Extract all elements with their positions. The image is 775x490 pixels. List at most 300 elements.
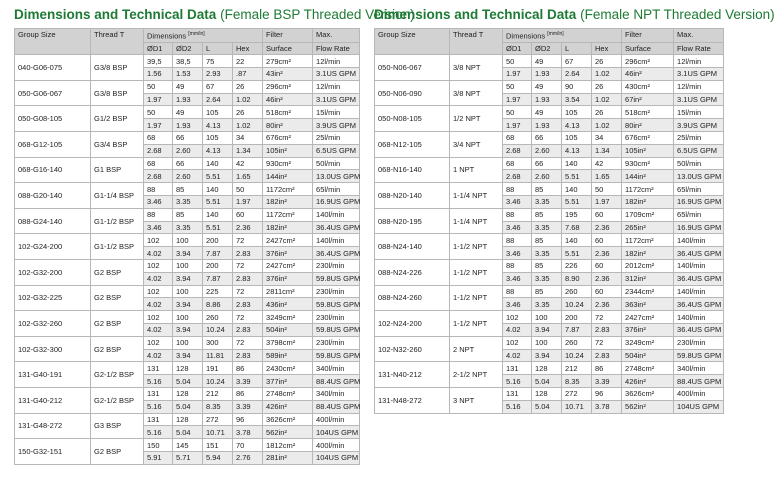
imperial-value-cell: 2.68 bbox=[144, 144, 173, 157]
metric-value-cell: 50l/min bbox=[674, 157, 724, 170]
imperial-value-cell: 88.4US GPM bbox=[313, 400, 360, 413]
metric-value-cell: 131 bbox=[503, 362, 532, 375]
metric-value-cell: 140l/min bbox=[313, 208, 360, 221]
imperial-value-cell: 1.56 bbox=[144, 68, 173, 81]
npt-header-thread: Thread T bbox=[450, 29, 503, 55]
bsp-header-dimensions bbox=[144, 29, 263, 43]
imperial-value-cell: 3.1US GPM bbox=[674, 93, 724, 106]
table-row bbox=[375, 183, 724, 196]
metric-value-cell: 39,5 bbox=[144, 55, 173, 68]
imperial-value-cell: 3.9US GPM bbox=[674, 119, 724, 132]
imperial-value-cell: 5.16 bbox=[503, 400, 532, 413]
imperial-value-cell: 67in² bbox=[622, 93, 674, 106]
imperial-value-cell: 5.71 bbox=[173, 452, 203, 465]
metric-value-cell: 128 bbox=[173, 388, 203, 401]
npt-table-body bbox=[375, 55, 724, 413]
imperial-value-cell: 16.9US GPM bbox=[674, 221, 724, 234]
imperial-value-cell: 2.83 bbox=[592, 349, 622, 362]
metric-value-cell: 518cm² bbox=[622, 106, 674, 119]
metric-value-cell: 400l/min bbox=[674, 388, 724, 401]
imperial-value-cell: 1.02 bbox=[233, 93, 263, 106]
imperial-value-cell: 88.4US GPM bbox=[674, 375, 724, 388]
metric-value-cell: 85 bbox=[173, 208, 203, 221]
metric-value-cell: 2012cm² bbox=[622, 260, 674, 273]
table-row bbox=[375, 362, 724, 375]
metric-value-cell: 15l/min bbox=[674, 106, 724, 119]
imperial-value-cell: 5.51 bbox=[562, 196, 592, 209]
metric-value-cell: 128 bbox=[173, 362, 203, 375]
imperial-value-cell: 3.78 bbox=[233, 426, 263, 439]
metric-value-cell: 49 bbox=[532, 106, 562, 119]
metric-value-cell: 102 bbox=[144, 285, 173, 298]
metric-value-cell: 100 bbox=[173, 285, 203, 298]
imperial-value-cell: 5.16 bbox=[144, 375, 173, 388]
npt-header-dimensions bbox=[503, 29, 622, 43]
table-row bbox=[15, 336, 360, 349]
imperial-value-cell: 36.4US GPM bbox=[313, 221, 360, 234]
imperial-value-cell: 589in² bbox=[263, 349, 313, 362]
thread-cell: G2-1/2 BSP bbox=[91, 388, 144, 414]
metric-value-cell: 260 bbox=[562, 336, 592, 349]
metric-value-cell: 67 bbox=[203, 80, 233, 93]
metric-value-cell: 3798cm² bbox=[263, 336, 313, 349]
table-row bbox=[15, 157, 360, 170]
thread-cell: 3/8 NPT bbox=[450, 55, 503, 81]
metric-value-cell: 85 bbox=[532, 285, 562, 298]
imperial-value-cell: 16.9US GPM bbox=[674, 196, 724, 209]
table-row bbox=[15, 234, 360, 247]
metric-value-cell: 150 bbox=[144, 439, 173, 452]
metric-value-cell: 128 bbox=[173, 413, 203, 426]
imperial-value-cell: 1.93 bbox=[173, 119, 203, 132]
metric-value-cell: 2344cm² bbox=[622, 285, 674, 298]
imperial-value-cell: 426in² bbox=[263, 400, 313, 413]
metric-value-cell: 25l/min bbox=[674, 132, 724, 145]
imperial-value-cell: 2.93 bbox=[203, 68, 233, 81]
group-size-cell: 050-N06-067 bbox=[375, 55, 450, 81]
metric-value-cell: 50 bbox=[503, 80, 532, 93]
metric-value-cell: 102 bbox=[144, 234, 173, 247]
imperial-value-cell: 1.97 bbox=[592, 196, 622, 209]
metric-value-cell: 50l/min bbox=[313, 157, 360, 170]
metric-value-cell: 50 bbox=[144, 80, 173, 93]
metric-value-cell: 72 bbox=[233, 336, 263, 349]
imperial-value-cell: 4.13 bbox=[562, 119, 592, 132]
thread-cell: G1/2 BSP bbox=[91, 106, 144, 132]
imperial-value-cell: 11.81 bbox=[203, 349, 233, 362]
imperial-value-cell: 2.36 bbox=[592, 272, 622, 285]
imperial-value-cell: 376in² bbox=[263, 247, 313, 260]
metric-value-cell: 3249cm² bbox=[622, 336, 674, 349]
metric-value-cell: 49 bbox=[173, 106, 203, 119]
imperial-value-cell: 1.34 bbox=[233, 144, 263, 157]
imperial-value-cell: 2.83 bbox=[233, 298, 263, 311]
metric-value-cell: 67 bbox=[562, 55, 592, 68]
group-size-cell: 088-N20-140 bbox=[375, 183, 450, 209]
metric-value-cell: 85 bbox=[532, 234, 562, 247]
imperial-value-cell: 8.35 bbox=[562, 375, 592, 388]
metric-value-cell: 85 bbox=[532, 208, 562, 221]
metric-value-cell: 131 bbox=[144, 413, 173, 426]
metric-value-cell: 66 bbox=[532, 132, 562, 145]
imperial-value-cell: 3.35 bbox=[532, 298, 562, 311]
metric-value-cell: 2748cm² bbox=[622, 362, 674, 375]
imperial-value-cell: 1.02 bbox=[592, 68, 622, 81]
imperial-value-cell: 1.93 bbox=[173, 93, 203, 106]
imperial-value-cell: 5.16 bbox=[503, 375, 532, 388]
metric-value-cell: 105 bbox=[562, 132, 592, 145]
metric-value-cell: 26 bbox=[592, 80, 622, 93]
imperial-value-cell: 436in² bbox=[263, 298, 313, 311]
metric-value-cell: 140 bbox=[203, 157, 233, 170]
npt-header-hex: Hex bbox=[592, 42, 622, 55]
imperial-value-cell: 5.16 bbox=[144, 400, 173, 413]
thread-cell: G2-1/2 BSP bbox=[91, 362, 144, 388]
npt-panel bbox=[374, 6, 775, 414]
npt-header-group-size: Group Size bbox=[375, 29, 450, 55]
metric-value-cell: 1172cm² bbox=[263, 208, 313, 221]
imperial-value-cell: 562in² bbox=[622, 400, 674, 413]
imperial-value-cell: 46in² bbox=[622, 68, 674, 81]
imperial-value-cell: 377in² bbox=[263, 375, 313, 388]
metric-value-cell: 272 bbox=[203, 413, 233, 426]
group-size-cell: 088-N24-140 bbox=[375, 234, 450, 260]
group-size-cell: 088-N20-195 bbox=[375, 208, 450, 234]
imperial-value-cell: 5.04 bbox=[173, 375, 203, 388]
thread-cell: G1-1/2 BSP bbox=[91, 234, 144, 260]
bsp-header-od2: ØD2 bbox=[173, 42, 203, 55]
imperial-value-cell: 182in² bbox=[622, 196, 674, 209]
metric-value-cell: 25l/min bbox=[313, 132, 360, 145]
imperial-value-cell: 1.97 bbox=[233, 196, 263, 209]
imperial-value-cell: 10.71 bbox=[562, 400, 592, 413]
group-size-cell: 088-N24-260 bbox=[375, 285, 450, 311]
metric-value-cell: 2430cm² bbox=[263, 362, 313, 375]
metric-value-cell: 230l/min bbox=[313, 260, 360, 273]
thread-cell: 3 NPT bbox=[450, 388, 503, 414]
imperial-value-cell: 376in² bbox=[622, 324, 674, 337]
table-row bbox=[15, 285, 360, 298]
metric-value-cell: 60 bbox=[592, 260, 622, 273]
imperial-value-cell: 104US GPM bbox=[313, 426, 360, 439]
imperial-value-cell: 426in² bbox=[622, 375, 674, 388]
metric-value-cell: 66 bbox=[532, 157, 562, 170]
group-size-cell: 088-G24-140 bbox=[15, 208, 91, 234]
table-row bbox=[375, 208, 724, 221]
npt-title-bold: Dimensions and Technical Data bbox=[374, 7, 577, 22]
metric-value-cell: 1172cm² bbox=[622, 183, 674, 196]
imperial-value-cell: 4.02 bbox=[503, 349, 532, 362]
thread-cell: 2 NPT bbox=[450, 336, 503, 362]
imperial-value-cell: 3.39 bbox=[233, 375, 263, 388]
metric-value-cell: 2811cm² bbox=[263, 285, 313, 298]
imperial-value-cell: 1.93 bbox=[532, 68, 562, 81]
npt-header-flow-rate: Flow Rate bbox=[674, 42, 724, 55]
imperial-value-cell: 1.97 bbox=[503, 119, 532, 132]
imperial-value-cell: 3.46 bbox=[503, 196, 532, 209]
imperial-value-cell: 182in² bbox=[263, 221, 313, 234]
npt-header-l: L bbox=[562, 42, 592, 55]
metric-value-cell: 131 bbox=[503, 388, 532, 401]
metric-value-cell: 212 bbox=[562, 362, 592, 375]
metric-value-cell: 12l/min bbox=[313, 55, 360, 68]
imperial-value-cell: 36.4US GPM bbox=[674, 298, 724, 311]
group-size-cell: 050-G06-067 bbox=[15, 80, 91, 106]
metric-value-cell: 86 bbox=[233, 388, 263, 401]
metric-value-cell: 86 bbox=[592, 362, 622, 375]
imperial-value-cell: 3.39 bbox=[233, 400, 263, 413]
metric-value-cell: 26 bbox=[233, 106, 263, 119]
bsp-header-max: Max. bbox=[313, 29, 360, 43]
imperial-value-cell: 5.51 bbox=[562, 247, 592, 260]
bsp-header-group-size: Group Size bbox=[15, 29, 91, 55]
group-size-cell: 131-N40-212 bbox=[375, 362, 450, 388]
table-row bbox=[15, 80, 360, 93]
metric-value-cell: 260 bbox=[562, 285, 592, 298]
imperial-value-cell: 1.97 bbox=[503, 68, 532, 81]
imperial-value-cell: 8.90 bbox=[562, 272, 592, 285]
imperial-value-cell: 4.02 bbox=[144, 349, 173, 362]
imperial-value-cell: 10.24 bbox=[562, 349, 592, 362]
table-row bbox=[375, 106, 724, 119]
imperial-value-cell: 1.02 bbox=[592, 93, 622, 106]
group-size-cell: 131-G40-191 bbox=[15, 362, 91, 388]
group-size-cell: 050-N06-090 bbox=[375, 80, 450, 106]
metric-value-cell: 60 bbox=[233, 208, 263, 221]
thread-cell: 1-1/4 NPT bbox=[450, 208, 503, 234]
metric-value-cell: 85 bbox=[173, 183, 203, 196]
imperial-value-cell: 2.36 bbox=[592, 298, 622, 311]
imperial-value-cell: 1.93 bbox=[532, 93, 562, 106]
group-size-cell: 150-G32-151 bbox=[15, 439, 91, 465]
metric-value-cell: 26 bbox=[592, 55, 622, 68]
group-size-cell: 068-G12-105 bbox=[15, 132, 91, 158]
table-row bbox=[375, 285, 724, 298]
imperial-value-cell: 2.68 bbox=[503, 170, 532, 183]
metric-value-cell: 930cm² bbox=[622, 157, 674, 170]
imperial-value-cell: 46in² bbox=[263, 93, 313, 106]
npt-header-max: Max. bbox=[674, 29, 724, 43]
metric-value-cell: 131 bbox=[144, 388, 173, 401]
table-row bbox=[375, 80, 724, 93]
group-size-cell: 088-N24-226 bbox=[375, 260, 450, 286]
metric-value-cell: 68 bbox=[144, 132, 173, 145]
thread-cell: 1-1/2 NPT bbox=[450, 234, 503, 260]
imperial-value-cell: 3.94 bbox=[532, 349, 562, 362]
imperial-value-cell: 2.64 bbox=[562, 68, 592, 81]
metric-value-cell: 676cm² bbox=[263, 132, 313, 145]
imperial-value-cell: 5.51 bbox=[562, 170, 592, 183]
metric-value-cell: 72 bbox=[233, 260, 263, 273]
imperial-value-cell: 8.35 bbox=[203, 400, 233, 413]
metric-value-cell: 96 bbox=[592, 388, 622, 401]
metric-value-cell: 42 bbox=[233, 157, 263, 170]
metric-value-cell: 85 bbox=[532, 260, 562, 273]
npt-header-od2: ØD2 bbox=[532, 42, 562, 55]
imperial-value-cell: 144in² bbox=[263, 170, 313, 183]
metric-value-cell: 72 bbox=[233, 311, 263, 324]
metric-value-cell: 279cm² bbox=[263, 55, 313, 68]
metric-value-cell: 296cm² bbox=[622, 55, 674, 68]
imperial-value-cell: 59.8US GPM bbox=[313, 324, 360, 337]
thread-cell: G3/8 BSP bbox=[91, 80, 144, 106]
metric-value-cell: 100 bbox=[532, 311, 562, 324]
imperial-value-cell: 4.02 bbox=[144, 247, 173, 260]
imperial-value-cell: 1.97 bbox=[503, 93, 532, 106]
imperial-value-cell: 1.02 bbox=[233, 119, 263, 132]
imperial-value-cell: 3.35 bbox=[532, 221, 562, 234]
metric-value-cell: 26 bbox=[233, 80, 263, 93]
bsp-header-od1: ØD1 bbox=[144, 42, 173, 55]
imperial-value-cell: 7.87 bbox=[203, 272, 233, 285]
metric-value-cell: 105 bbox=[203, 132, 233, 145]
metric-value-cell: 85 bbox=[532, 183, 562, 196]
bsp-header-hex: Hex bbox=[233, 42, 263, 55]
group-size-cell: 068-G16-140 bbox=[15, 157, 91, 183]
metric-value-cell: 60 bbox=[592, 285, 622, 298]
metric-value-cell: 88 bbox=[503, 208, 532, 221]
imperial-value-cell: 59.8US GPM bbox=[313, 349, 360, 362]
metric-value-cell: 50 bbox=[233, 183, 263, 196]
imperial-value-cell: 36.4US GPM bbox=[674, 247, 724, 260]
bsp-header-thread: Thread T bbox=[91, 29, 144, 55]
thread-cell: 3/4 NPT bbox=[450, 132, 503, 158]
imperial-value-cell: 4.02 bbox=[144, 298, 173, 311]
imperial-value-cell: 4.13 bbox=[203, 144, 233, 157]
metric-value-cell: 12l/min bbox=[674, 55, 724, 68]
imperial-value-cell: 3.1US GPM bbox=[313, 68, 360, 81]
metric-value-cell: 151 bbox=[203, 439, 233, 452]
thread-cell: 1-1/2 NPT bbox=[450, 311, 503, 337]
imperial-value-cell: 4.13 bbox=[562, 144, 592, 157]
imperial-value-cell: 6.5US GPM bbox=[313, 144, 360, 157]
imperial-value-cell: 88.4US GPM bbox=[313, 375, 360, 388]
imperial-value-cell: 6.5US GPM bbox=[674, 144, 724, 157]
imperial-value-cell: 5.94 bbox=[203, 452, 233, 465]
metric-value-cell: 100 bbox=[532, 336, 562, 349]
group-size-cell: 102-N32-260 bbox=[375, 336, 450, 362]
thread-cell: 1/2 NPT bbox=[450, 106, 503, 132]
imperial-value-cell: 2.83 bbox=[592, 324, 622, 337]
imperial-value-cell: 5.16 bbox=[144, 426, 173, 439]
metric-value-cell: 128 bbox=[532, 362, 562, 375]
imperial-value-cell: 10.24 bbox=[203, 375, 233, 388]
metric-value-cell: 88 bbox=[503, 183, 532, 196]
metric-value-cell: 145 bbox=[173, 439, 203, 452]
metric-value-cell: 65l/min bbox=[674, 208, 724, 221]
thread-cell: G3 BSP bbox=[91, 413, 144, 439]
imperial-value-cell: 59.8US GPM bbox=[313, 298, 360, 311]
table-row bbox=[375, 157, 724, 170]
metric-value-cell: 191 bbox=[203, 362, 233, 375]
table-row bbox=[375, 260, 724, 273]
metric-value-cell: 66 bbox=[173, 157, 203, 170]
metric-value-cell: 12l/min bbox=[313, 80, 360, 93]
imperial-value-cell: 3.46 bbox=[144, 196, 173, 209]
imperial-value-cell: 105in² bbox=[263, 144, 313, 157]
group-size-cell: 102-G24-200 bbox=[15, 234, 91, 260]
metric-value-cell: 296cm² bbox=[263, 80, 313, 93]
npt-header-surface: Surface bbox=[622, 42, 674, 55]
table-row bbox=[15, 439, 360, 452]
group-size-cell: 068-N12-105 bbox=[375, 132, 450, 158]
thread-cell: G2 BSP bbox=[91, 439, 144, 465]
imperial-value-cell: 182in² bbox=[263, 196, 313, 209]
metric-value-cell: 3626cm² bbox=[263, 413, 313, 426]
imperial-value-cell: 2.83 bbox=[233, 349, 263, 362]
table-row bbox=[15, 413, 360, 426]
imperial-value-cell: 2.76 bbox=[233, 452, 263, 465]
thread-cell: G1-1/4 BSP bbox=[91, 183, 144, 209]
table-row bbox=[15, 132, 360, 145]
imperial-value-cell: 144in² bbox=[622, 170, 674, 183]
npt-title bbox=[374, 6, 775, 28]
imperial-value-cell: 5.91 bbox=[144, 452, 173, 465]
imperial-value-cell: 2.36 bbox=[592, 221, 622, 234]
imperial-value-cell: 3.46 bbox=[144, 221, 173, 234]
imperial-value-cell: 1.93 bbox=[532, 119, 562, 132]
imperial-value-cell: 2.36 bbox=[233, 221, 263, 234]
thread-cell: 1 NPT bbox=[450, 157, 503, 183]
imperial-value-cell: 3.94 bbox=[173, 349, 203, 362]
metric-value-cell: 68 bbox=[503, 157, 532, 170]
bsp-title-bold: Dimensions and Technical Data bbox=[14, 7, 217, 22]
metric-value-cell: 34 bbox=[592, 132, 622, 145]
imperial-value-cell: 4.02 bbox=[144, 272, 173, 285]
thread-cell: G3/8 BSP bbox=[91, 55, 144, 81]
imperial-value-cell: 1.34 bbox=[592, 144, 622, 157]
metric-value-cell: 225 bbox=[203, 285, 233, 298]
metric-value-cell: 2748cm² bbox=[263, 388, 313, 401]
metric-value-cell: 42 bbox=[592, 157, 622, 170]
imperial-value-cell: 5.04 bbox=[173, 426, 203, 439]
imperial-value-cell: 2.83 bbox=[233, 324, 263, 337]
metric-value-cell: 72 bbox=[233, 285, 263, 298]
metric-value-cell: 72 bbox=[233, 234, 263, 247]
imperial-value-cell: 504in² bbox=[622, 349, 674, 362]
metric-value-cell: 100 bbox=[173, 260, 203, 273]
metric-value-cell: 65l/min bbox=[674, 183, 724, 196]
imperial-value-cell: 3.35 bbox=[532, 196, 562, 209]
metric-value-cell: 102 bbox=[144, 260, 173, 273]
metric-value-cell: 49 bbox=[532, 55, 562, 68]
thread-cell: G2 BSP bbox=[91, 311, 144, 337]
metric-value-cell: 340l/min bbox=[674, 362, 724, 375]
imperial-value-cell: 312in² bbox=[622, 272, 674, 285]
imperial-value-cell: 1.97 bbox=[144, 93, 173, 106]
metric-value-cell: 86 bbox=[233, 362, 263, 375]
metric-value-cell: 131 bbox=[144, 362, 173, 375]
metric-value-cell: 140l/min bbox=[313, 234, 360, 247]
group-size-cell: 050-G08-105 bbox=[15, 106, 91, 132]
metric-value-cell: 50 bbox=[592, 183, 622, 196]
metric-value-cell: 102 bbox=[144, 311, 173, 324]
metric-value-cell: 1172cm² bbox=[622, 234, 674, 247]
metric-value-cell: 88 bbox=[144, 208, 173, 221]
metric-value-cell: 230l/min bbox=[313, 336, 360, 349]
imperial-value-cell: 3.94 bbox=[532, 324, 562, 337]
thread-cell: G2 BSP bbox=[91, 336, 144, 362]
metric-value-cell: 140 bbox=[562, 183, 592, 196]
metric-value-cell: 60 bbox=[592, 208, 622, 221]
imperial-value-cell: 1.97 bbox=[144, 119, 173, 132]
metric-value-cell: 3626cm² bbox=[622, 388, 674, 401]
group-size-cell: 088-G20-140 bbox=[15, 183, 91, 209]
imperial-value-cell: 59.8US GPM bbox=[674, 349, 724, 362]
table-row bbox=[375, 336, 724, 349]
metric-value-cell: 340l/min bbox=[313, 362, 360, 375]
group-size-cell: 102-G32-225 bbox=[15, 285, 91, 311]
